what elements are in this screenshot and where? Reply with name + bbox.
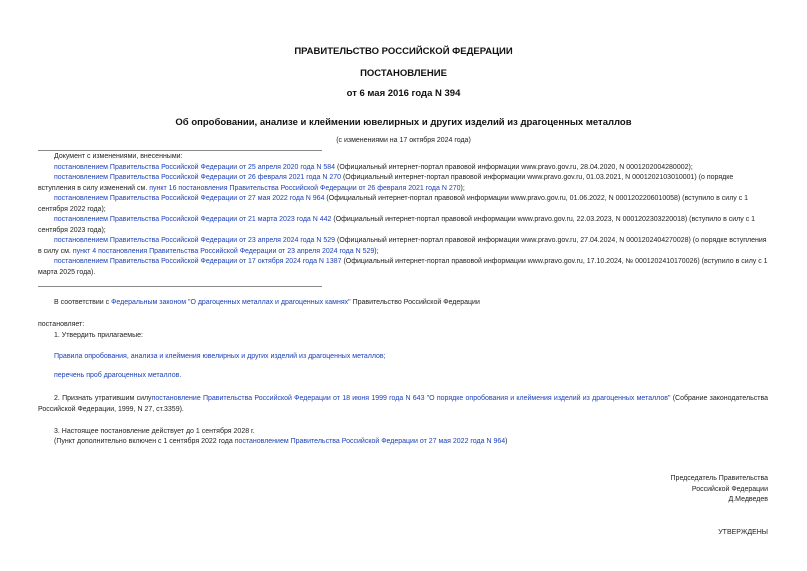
signature-name: Д.Медведев: [728, 496, 768, 503]
change-link[interactable]: постановлением Правительства Российской Федерации от 25 апреля 2020 года N 584: [54, 163, 336, 171]
document-title: Об опробовании, анализе и клеймении ювелирных и других изделий из драгоценных металлов: [175, 117, 632, 128]
item-1-rules: [38, 352, 768, 363]
decides-label: постановляет:: [38, 321, 85, 328]
change-item: [38, 215, 768, 236]
document-subtitle: (с изменениями на 17 октября 2024 года): [336, 137, 471, 144]
item-1: 1. Утвердить прилагаемые:: [54, 332, 143, 339]
approved-label: УТВЕРЖДЕНЫ: [718, 529, 768, 536]
change-link-secondary[interactable]: пункт 4 постановления Правительства Российской Федерации от 23 апреля 2024 года N 529: [72, 247, 375, 255]
item-3: 3. Настоящее постановление действует до 1 сентября 2028 г.: [54, 428, 255, 435]
changes-block: [38, 152, 768, 278]
change-text: (Официальный интернет-портал правовой информации www.pravo.gov.ru, 28.04.2020, N 0001202004280002);: [335, 163, 693, 171]
change-link[interactable]: постановлением Правительства Российской Федерации от 27 мая 2022 года N 964: [54, 195, 325, 202]
note-text: ): [505, 438, 508, 445]
preamble: [38, 298, 768, 309]
item-1-list: [38, 371, 768, 382]
signature-block: [568, 474, 768, 506]
change-text: (Официальный интернет-портал правовой информации www.pravo.gov.ru, 01.03.2021, N 0001202103010001) (о порядке вступления в силу изменений см.: [38, 174, 734, 192]
preamble-text: В соответствии с: [54, 299, 112, 306]
assay-list-link[interactable]: перечень проб драгоценных металлов.: [54, 372, 182, 379]
header-doctype: ПОСТАНОВЛЕНИЕ: [360, 68, 447, 79]
item-2-text: (Собрание законодательства Российской Федерации, 1999, N 27, ст.3359).: [38, 395, 768, 413]
note-text: (Пункт дополнительно включен с 1 сентября 2022 года: [54, 438, 235, 445]
change-text: (Официальный интернет-портал правовой информации www.pravo.gov.ru, 27.04.2024, N 0001202404270028) (о порядке вступления в силу см.: [38, 237, 767, 255]
header-org: ПРАВИТЕЛЬСТВО РОССИЙСКОЙ ФЕДЕРАЦИИ: [294, 46, 513, 57]
change-item: [38, 257, 768, 278]
change-text: (Официальный интернет-портал правовой информации www.pravo.gov.ru, 17.10.2024, № 0001202410170026) (вступило в силу с 1 марта 2025 года).: [38, 258, 768, 276]
change-link[interactable]: постановлением Правительства Российской Федерации от 21 марта 2023 года N 442: [54, 216, 332, 223]
change-item: [38, 194, 768, 215]
change-link[interactable]: постановлением Правительства Российской Федерации от 23 апреля 2024 года N 529: [54, 237, 336, 244]
signature-title: Председатель Правительства: [670, 475, 768, 482]
header-date: от 6 мая 2016 года N 394: [346, 88, 461, 99]
change-text: (Официальный интернет-портал правовой информации www.pravo.gov.ru, 01.06.2022, N 0001202206010058) (вступило в силу с 1 сентября 2022 года);: [38, 195, 749, 213]
change-link-secondary[interactable]: пункт 16 постановления Правительства Российской Федерации от 26 февраля 2021 года N 270: [149, 184, 461, 192]
signature-org: Российской Федерации: [691, 485, 768, 493]
item-2: [38, 394, 768, 415]
rules-link[interactable]: Правила опробования, анализа и клеймения ювелирных и других изделий из драгоценных металлов;: [54, 353, 386, 360]
change-text: );: [460, 184, 465, 192]
preamble-text: Правительство Российской Федерации: [350, 299, 480, 306]
note-decree-link[interactable]: постановлением Правительства Российской Федерации от 27 мая 2022 года N 964: [234, 438, 506, 445]
changes-intro: Документ с изменениями, внесенными:: [54, 153, 183, 160]
change-item: [38, 173, 768, 194]
item-3-note: [38, 437, 768, 448]
item-2-text: 2. Признать утратившим силу: [54, 395, 152, 402]
change-link[interactable]: постановлением Правительства Российской Федерации от 26 февраля 2021 года N 270: [54, 174, 341, 181]
federal-law-link[interactable]: Федеральным законом "О драгоценных металлах и драгоценных камнях": [111, 299, 351, 306]
changes-bottom-divider: [38, 286, 322, 287]
change-item: [38, 163, 768, 174]
repealed-decree-link[interactable]: постановление Правительства Российской Федерации от 18 июня 1999 года N 643 "О порядке опробования и клеймения изделий из драгоценных металлов": [151, 395, 671, 402]
change-link[interactable]: постановлением Правительства Российской Федерации от 17 октября 2024 года N 1387: [54, 258, 342, 265]
change-item: [38, 236, 768, 257]
change-text: (Официальный интернет-портал правовой информации www.pravo.gov.ru, 22.03.2023, N 0001202303220018) (вступило в силу с 1 сентября 2023 года);: [38, 216, 756, 234]
changes-top-divider: [38, 150, 322, 151]
change-text: );: [374, 247, 379, 255]
